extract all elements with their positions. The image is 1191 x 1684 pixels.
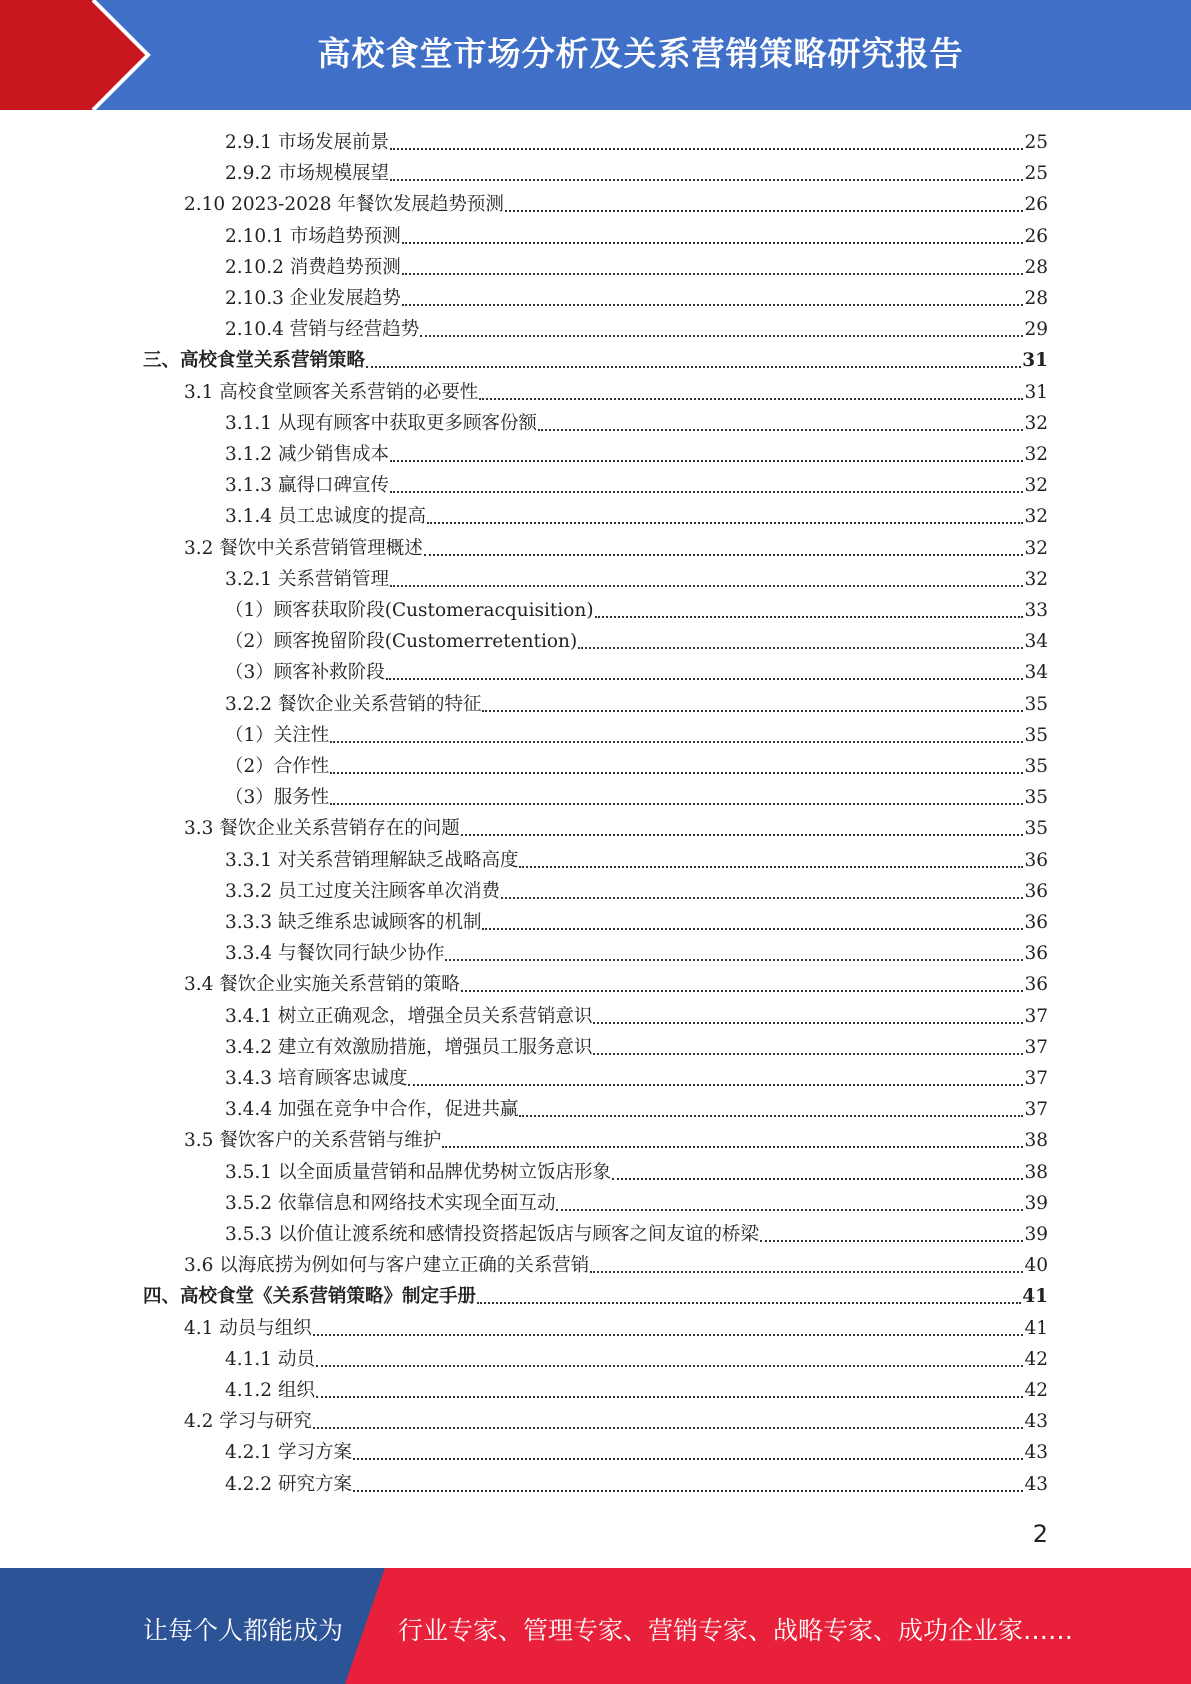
toc-leader-dots — [427, 522, 1023, 524]
toc-entry-label: 2.10.3 企业发展趋势 — [225, 288, 401, 309]
toc-entry[interactable] — [225, 283, 1048, 314]
toc-entry-label: 3.4.4 加强在竞争中合作，促进共赢 — [225, 1099, 519, 1121]
toc-entry[interactable] — [184, 1125, 1048, 1156]
toc-entry-label: （2）合作性 — [225, 756, 330, 777]
toc-entry[interactable] — [225, 252, 1048, 283]
toc-entry[interactable] — [225, 876, 1048, 907]
toc-leader-dots — [442, 1146, 1023, 1148]
toc-entry-page: 41 — [1022, 1286, 1048, 1308]
toc-leader-dots — [424, 554, 1024, 556]
toc-entry[interactable] — [225, 657, 1048, 688]
report-title: 高校食堂市场分析及关系营销策略研究报告 — [317, 34, 964, 73]
toc-leader-dots — [505, 210, 1024, 212]
toc-entry-page: 37 — [1024, 1036, 1048, 1058]
toc-entry[interactable] — [225, 1375, 1048, 1406]
toc-leader-dots — [445, 959, 1023, 961]
toc-entry-page: 42 — [1024, 1380, 1048, 1401]
page-footer — [0, 1568, 1191, 1684]
toc-leader-dots — [313, 1427, 1024, 1429]
toc-entry-page: 38 — [1024, 1130, 1048, 1152]
toc-leader-dots — [461, 834, 1024, 836]
toc-entry-page: 32 — [1024, 568, 1048, 590]
toc-entry[interactable] — [225, 1094, 1048, 1125]
toc-entry[interactable] — [184, 189, 1048, 220]
toc-entry-page: 32 — [1024, 475, 1048, 497]
toc-entry-page: 41 — [1024, 1317, 1048, 1339]
toc-leader-dots — [578, 647, 1023, 649]
toc-entry-page: 42 — [1024, 1348, 1048, 1370]
toc-entry-label: 2.9.1 市场发展前景 — [225, 132, 389, 153]
toc-entry-page: 31 — [1024, 381, 1048, 403]
toc-leader-dots — [353, 1490, 1024, 1492]
toc-entry-label: 3.4.3 培育顾客忠诚度 — [225, 1068, 408, 1089]
toc-leader-dots — [316, 1365, 1024, 1367]
toc-entry-page: 39 — [1024, 1224, 1048, 1245]
toc-entry-page: 36 — [1024, 849, 1048, 871]
toc-entry[interactable] — [225, 1157, 1048, 1188]
toc-entry[interactable] — [225, 782, 1048, 813]
toc-entry-label: 4.2.2 研究方案 — [225, 1473, 352, 1495]
toc-entry-label: 3.3.3 缺乏维系忠诚顾客的机制 — [225, 912, 482, 933]
toc-leader-dots — [408, 1084, 1023, 1086]
toc-leader-dots — [482, 710, 1023, 712]
toc-entry[interactable] — [143, 345, 1048, 376]
toc-entry-page: 31 — [1022, 350, 1048, 372]
toc-leader-dots — [390, 585, 1023, 587]
toc-entry-label: 2.10.2 消费趋势预测 — [225, 256, 401, 278]
toc-entry-page: 36 — [1024, 974, 1048, 996]
toc-entry[interactable] — [225, 907, 1048, 938]
toc-entry-label: （1）关注性 — [225, 724, 330, 746]
toc-entry-label: 3.3.1 对关系营销理解缺乏战略高度 — [225, 849, 519, 871]
toc-leader-dots — [612, 1178, 1023, 1180]
toc-entry-label: （2）顾客挽留阶段(Customerretention) — [225, 631, 578, 653]
toc-entry-label: 3.2 餐饮中关系营销管理概述 — [184, 537, 423, 559]
toc-leader-dots — [519, 1115, 1023, 1117]
toc-entry[interactable] — [225, 158, 1048, 189]
toc-leader-dots — [386, 678, 1024, 680]
toc-entry-label: 3.1.2 减少销售成本 — [225, 444, 389, 465]
toc-leader-dots — [402, 242, 1024, 244]
toc-entry-label: 2.10.4 营销与经营趋势 — [225, 319, 420, 341]
toc-entry-page: 35 — [1024, 756, 1048, 777]
toc-leader-dots — [316, 1396, 1024, 1398]
toc-entry-page: 35 — [1024, 693, 1048, 715]
toc-entry[interactable] — [184, 1250, 1048, 1281]
toc-entry-page: 35 — [1024, 787, 1048, 809]
toc-entry[interactable] — [225, 127, 1048, 158]
toc-leader-dots — [461, 990, 1024, 992]
toc-entry[interactable] — [225, 1032, 1048, 1063]
toc-entry-page: 32 — [1024, 444, 1048, 465]
toc-leader-dots — [330, 772, 1023, 774]
toc-entry-label: 4.2.1 学习方案 — [225, 1442, 352, 1464]
toc-entry-label: 2.10.1 市场趋势预测 — [225, 225, 401, 247]
toc-entry[interactable] — [225, 439, 1048, 470]
toc-leader-dots — [330, 803, 1023, 805]
page-header — [0, 0, 1191, 110]
toc-entry-label: 3.2.2 餐饮企业关系营销的特征 — [225, 693, 482, 715]
toc-entry[interactable] — [225, 1001, 1048, 1032]
toc-entry-label: 4.1.2 组织 — [225, 1380, 315, 1401]
toc-leader-dots — [366, 366, 1021, 368]
toc-entry[interactable] — [225, 221, 1048, 252]
toc-entry-page: 37 — [1024, 1099, 1048, 1121]
toc-leader-dots — [477, 1302, 1021, 1304]
toc-entry[interactable] — [225, 564, 1048, 595]
toc-leader-dots — [760, 1240, 1023, 1242]
toc-entry[interactable] — [225, 1219, 1048, 1250]
toc-entry[interactable] — [225, 1344, 1048, 1375]
toc-entry[interactable] — [225, 626, 1048, 657]
toc-leader-dots — [538, 429, 1023, 431]
footer-slogan-left: 让每个人都能成为 — [143, 1616, 344, 1645]
toc-entry-label: 2.10 2023-2028 年餐饮发展趋势预测 — [184, 194, 504, 216]
toc-entry-page: 43 — [1024, 1442, 1048, 1464]
toc-entry-label: （1）顾客获取阶段(Customeracquisition) — [225, 600, 594, 621]
toc-leader-dots — [390, 460, 1023, 462]
toc-leader-dots — [353, 1458, 1024, 1460]
toc-entry-label: 三、高校食堂关系营销策略 — [143, 350, 366, 372]
toc-entry-page: 34 — [1024, 631, 1048, 653]
toc-leader-dots — [390, 179, 1023, 181]
toc-leader-dots — [556, 1209, 1023, 1211]
toc-entry-page: 36 — [1024, 943, 1048, 965]
toc-entry[interactable] — [225, 720, 1048, 751]
toc-entry-label: 2.9.2 市场规模展望 — [225, 163, 389, 185]
toc-entry[interactable] — [225, 314, 1048, 345]
toc-leader-dots — [402, 304, 1024, 306]
toc-entry-page: 39 — [1024, 1192, 1048, 1214]
toc-entry-page: 43 — [1024, 1411, 1048, 1433]
toc-entry-page: 36 — [1024, 912, 1048, 933]
toc-entry-page: 38 — [1024, 1161, 1048, 1183]
toc-entry-page: 37 — [1024, 1005, 1048, 1027]
toc-entry-label: 3.3.2 员工过度关注顾客单次消费 — [225, 880, 500, 902]
toc-entry-label: 四、高校食堂《关系营销策略》制定手册 — [143, 1286, 477, 1308]
toc-entry-page: 32 — [1024, 506, 1048, 528]
toc-entry-label: 3.4.1 树立正确观念，增强全员关系营销意识 — [225, 1005, 593, 1027]
toc-leader-dots — [390, 148, 1023, 150]
toc-leader-dots — [313, 1334, 1024, 1336]
toc-entry[interactable] — [184, 533, 1048, 564]
toc-entry-label: 3.1.1 从现有顾客中获取更多顾客份额 — [225, 412, 537, 434]
toc-entry-label: （3）顾客补救阶段 — [225, 662, 385, 684]
toc-entry[interactable] — [225, 1063, 1048, 1094]
toc-entry-label: 3.1.3 赢得口碑宣传 — [225, 475, 389, 497]
toc-entry-page: 36 — [1024, 880, 1048, 902]
toc-entry[interactable] — [143, 1281, 1048, 1312]
toc-entry-label: 3.5.1 以全面质量营销和品牌优势树立饭店形象 — [225, 1161, 611, 1183]
toc-entry-page: 26 — [1024, 194, 1048, 216]
toc-entry[interactable] — [184, 969, 1048, 1000]
toc-entry[interactable] — [225, 1437, 1048, 1468]
toc-entry-page: 26 — [1024, 225, 1048, 247]
toc-leader-dots — [390, 491, 1023, 493]
toc-entry-label: （3）服务性 — [225, 787, 330, 809]
toc-entry-label: 3.3 餐饮企业关系营销存在的问题 — [184, 818, 460, 840]
toc-leader-dots — [420, 335, 1023, 337]
toc-leader-dots — [590, 1271, 1023, 1273]
toc-entry-label: 3.1.4 员工忠诚度的提高 — [225, 506, 426, 528]
toc-entry-label: 4.1.1 动员 — [225, 1348, 315, 1370]
toc-entry[interactable] — [225, 1469, 1048, 1500]
toc-entry[interactable] — [184, 1406, 1048, 1437]
toc-leader-dots — [501, 897, 1023, 899]
toc-entry[interactable] — [225, 408, 1048, 439]
toc-entry-label: 3.2.1 关系营销管理 — [225, 568, 389, 590]
toc-entry[interactable] — [184, 813, 1048, 844]
toc-entry-page: 32 — [1024, 412, 1048, 434]
toc-entry[interactable] — [184, 377, 1048, 408]
toc-entry[interactable] — [225, 751, 1048, 782]
footer-slogan-right: 行业专家、管理专家、营销专家、战略专家、成功企业家…… — [398, 1616, 1074, 1645]
toc-entry-page: 34 — [1024, 662, 1048, 684]
toc-entry-label: 3.4.2 建立有效激励措施，增强员工服务意识 — [225, 1036, 593, 1058]
toc-leader-dots — [593, 1022, 1023, 1024]
toc-entry[interactable] — [225, 595, 1048, 626]
toc-entry[interactable] — [225, 689, 1048, 720]
toc-leader-dots — [402, 273, 1024, 275]
toc-entry-label: 3.5.2 依靠信息和网络技术实现全面互动 — [225, 1192, 556, 1214]
page-number: 2 — [1032, 1520, 1048, 1548]
toc-leader-dots — [330, 741, 1023, 743]
toc-entry[interactable] — [225, 470, 1048, 501]
toc-entry-label: 3.6 以海底捞为例如何与客户建立正确的关系营销 — [184, 1255, 590, 1277]
toc-entry-page: 28 — [1024, 256, 1048, 278]
toc-entry-page: 29 — [1024, 319, 1048, 341]
toc-entry-page: 25 — [1024, 132, 1048, 153]
toc-entry-page: 40 — [1024, 1255, 1048, 1277]
toc-leader-dots — [519, 866, 1023, 868]
toc-entry-label: 3.5 餐饮客户的关系营销与维护 — [184, 1130, 442, 1152]
toc-entry-label: 3.3.4 与餐饮同行缺少协作 — [225, 943, 445, 965]
toc-leader-dots — [593, 1053, 1023, 1055]
toc-entry-page: 43 — [1024, 1473, 1048, 1495]
toc-entry[interactable] — [225, 845, 1048, 876]
toc-entry-page: 35 — [1024, 724, 1048, 746]
toc-entry-page: 32 — [1024, 537, 1048, 559]
toc-entry-label: 4.1 动员与组织 — [184, 1317, 312, 1339]
toc-entry-page: 37 — [1024, 1068, 1048, 1089]
toc-entry-page: 35 — [1024, 818, 1048, 840]
toc-entry[interactable] — [184, 1313, 1048, 1344]
toc-entry-label: 4.2 学习与研究 — [184, 1411, 312, 1433]
toc-entry-label: 3.5.3 以价值让渡系统和感情投资搭起饭店与顾客之间友谊的桥梁 — [225, 1224, 759, 1245]
toc-entry[interactable] — [225, 501, 1048, 532]
toc-entry[interactable] — [225, 1188, 1048, 1219]
toc-leader-dots — [482, 928, 1023, 930]
toc-entry-label: 3.1 高校食堂顾客关系营销的必要性 — [184, 381, 479, 403]
toc-entry[interactable] — [225, 938, 1048, 969]
toc-entry-page: 28 — [1024, 288, 1048, 309]
toc-leader-dots — [595, 616, 1024, 618]
toc-entry-label: 3.4 餐饮企业实施关系营销的策略 — [184, 974, 460, 996]
toc-leader-dots — [479, 398, 1023, 400]
toc-entry-page: 33 — [1024, 600, 1048, 621]
toc-entry-page: 25 — [1024, 163, 1048, 185]
